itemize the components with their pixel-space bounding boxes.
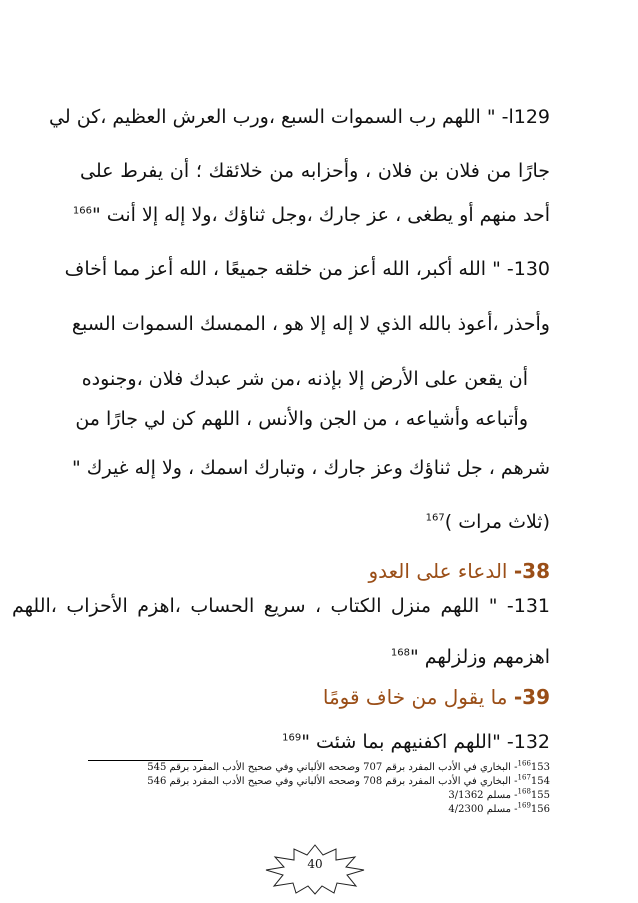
text-line: 129ا- " اللهم رب السموات السبع ،ورب العرش العظيم ،كن لي <box>49 106 550 128</box>
footnote-separator <box>88 760 203 761</box>
text-line: 131- " اللهم منزل الكتاب ، سريع الحساب ،اهزم الأحزاب ،اللهم <box>12 595 550 617</box>
footnote: $^{168}$155- مسلم 3/1362 <box>448 787 550 801</box>
text-line: وأتباعه وأشياعه ، من الجن والأنس ، اللهم كن لي جارًا من <box>75 408 528 430</box>
text-line: شرهم ، جل ثناؤك وعز جارك ، وتبارك اسمك ، ولا إله غيرك " <box>72 457 550 479</box>
footnote-ref: 166 <box>72 205 92 217</box>
text-line: وأحذر ،أعوذ بالله الذي لا إله إلا هو ، الممسك السموات السبع <box>71 313 550 335</box>
page-number-badge <box>260 843 370 895</box>
footnote: $^{166}$153- البخاري في الأدب المفرد برقم 707 وصححه الألباني وفي صحيح الأدب المفرد برقم 545 <box>147 759 550 773</box>
text-line: أحد منهم أو يطغى ، عز جارك ،وجل ثناؤك ،ولا إله إلا أنت "$^{166}$ <box>72 204 550 226</box>
text-line: 132- "اللهم اكفنيهم بما شئت "$^{169}$ <box>282 731 550 753</box>
text-line: 130- " الله أكبر، الله أعز من خلقه جميعًا ، الله أعز مما أخاف <box>64 258 550 280</box>
section-heading-39: 39- ما يقول من خاف قومًا <box>322 685 550 709</box>
text-line: اهزمهم وزلزلهم "$^{168}$ <box>390 646 550 668</box>
page-number: 40 <box>307 857 323 871</box>
footnote-ref: 167 <box>425 512 445 524</box>
section-heading-38: 38- الدعاء على العدو <box>368 559 550 583</box>
footnote: $^{167}$154- البخاري في الأدب المفرد برقم 708 وصححه الألباني وفي صحيح الأدب المفرد برقم 546 <box>147 773 550 787</box>
footnote-ref: 169 <box>282 732 302 744</box>
footnote-ref: 168 <box>390 647 410 659</box>
footnote: $^{169}$156- مسلم 4/2300 <box>448 801 550 815</box>
text-line: أن يقعن على الأرض إلا بإذنه ،من شر عبدك فلان ،وجنوده <box>81 368 528 390</box>
text-line: (ثلاث مرات )$^{167}$ <box>425 511 550 533</box>
text-line: جارًا من فلان بن فلان ، وأحزابه من خلائقك ؛ أن يفرط على <box>80 160 550 182</box>
